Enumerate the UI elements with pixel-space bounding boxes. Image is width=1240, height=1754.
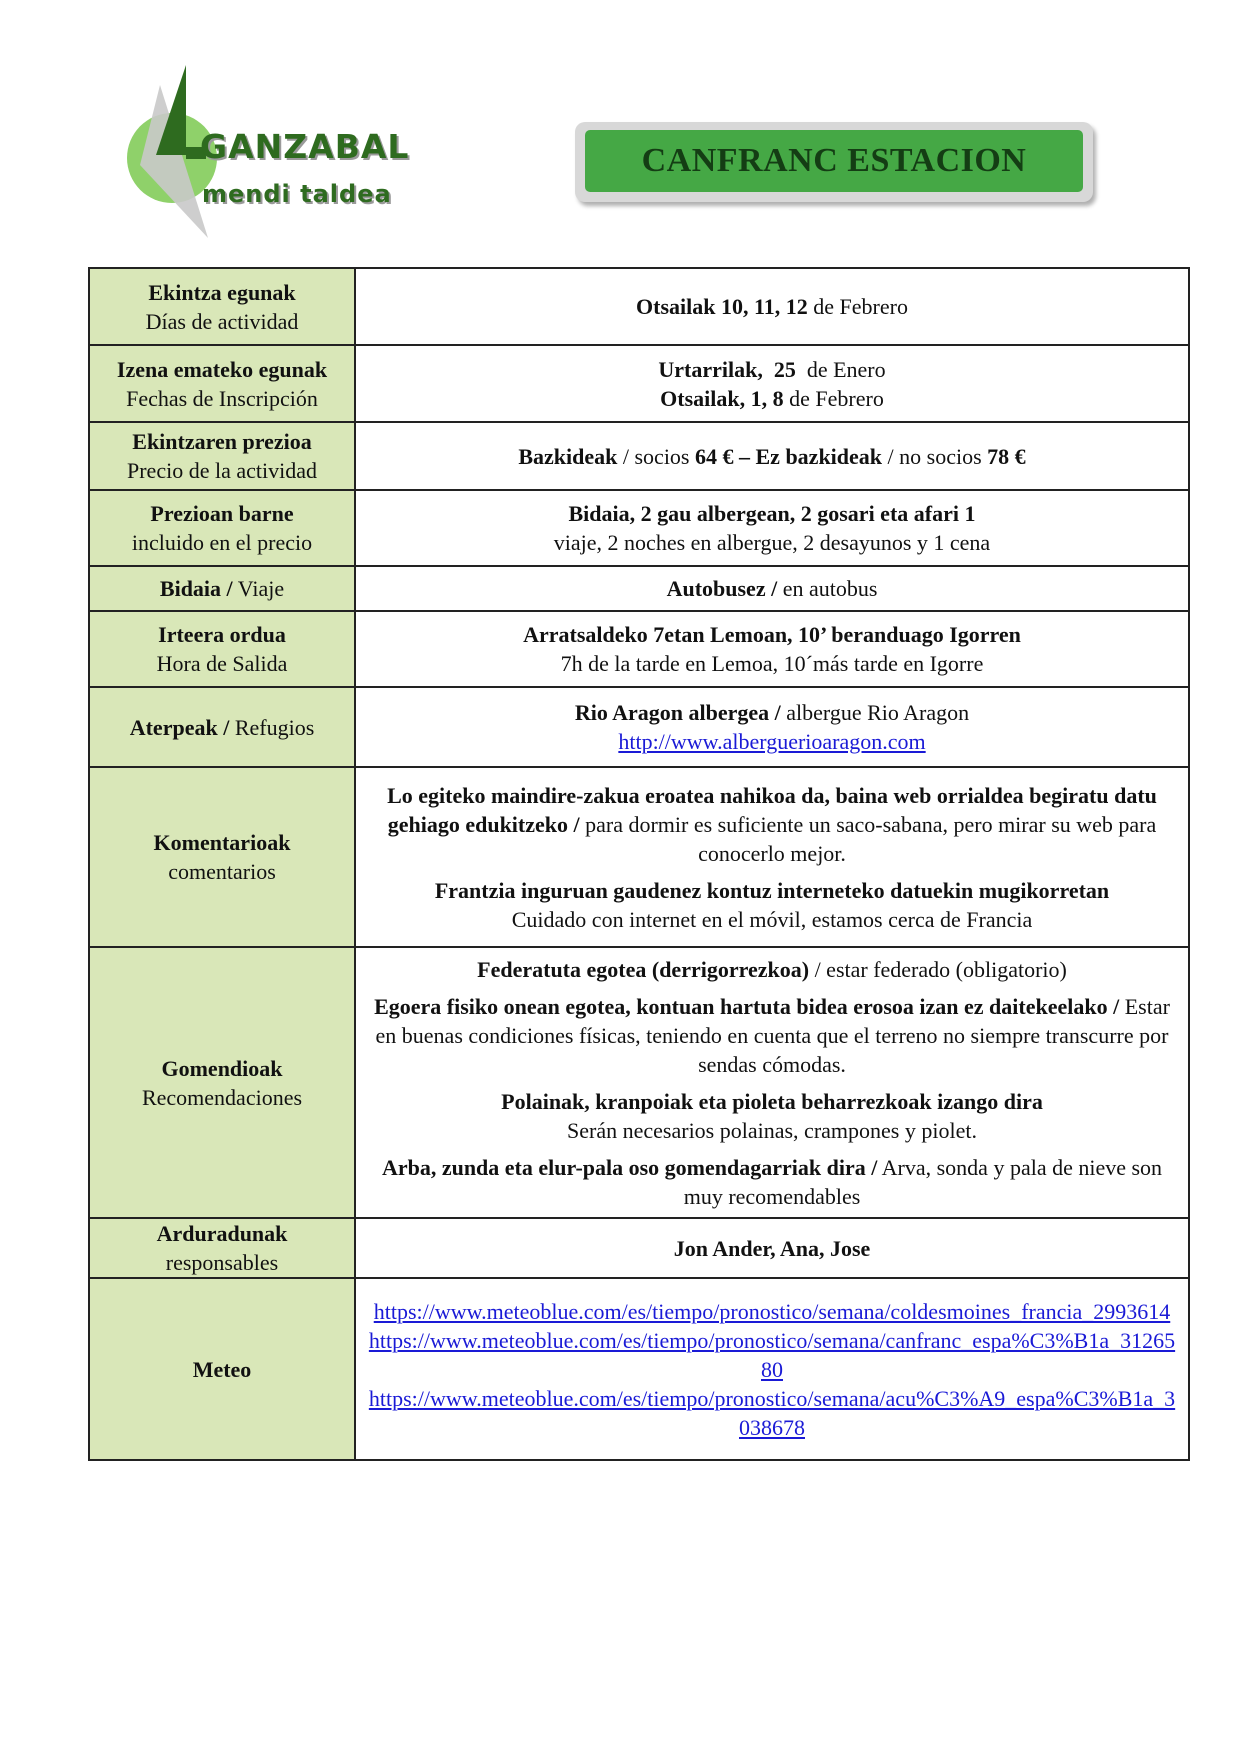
label-salida-es: Hora de Salida bbox=[156, 651, 288, 676]
value-precio bbox=[355, 422, 1189, 490]
value-incluido-es: viaje, 2 noches en albergue, 2 desayunos y 1 cena bbox=[553, 530, 991, 555]
label-dias-es: Días de actividad bbox=[145, 308, 299, 334]
label-responsables-eu: Arduradunak bbox=[156, 1221, 288, 1246]
value-inscripcion-line1-bold: Urtarrilak, 25 bbox=[658, 356, 796, 382]
comentario-saco-es: para dormir es suficiente un saco-sabana, pero mirar su web para conocerlo mejor. bbox=[579, 811, 1157, 866]
label-incluido-eu: Prezioan barne bbox=[150, 501, 294, 526]
row-comentarios bbox=[89, 767, 1189, 947]
recomendacion-material-eu: Polainak, kranpoiak eta pioleta beharrezkoak izango dira bbox=[501, 1088, 1043, 1114]
row-inscripcion bbox=[89, 345, 1189, 422]
row-salida bbox=[89, 611, 1189, 687]
value-precio-nosocios-price: 78 € bbox=[987, 443, 1026, 469]
recomendacion-federado-es: / estar federado (obligatorio) bbox=[809, 956, 1067, 982]
value-responsables: Jon Ander, Ana, Jose bbox=[355, 1218, 1189, 1278]
label-incluido bbox=[89, 490, 355, 566]
value-incluido-eu: Bidaia, 2 gau albergean, 2 gosari eta afari 1 bbox=[568, 501, 976, 526]
value-inscripcion-line2-rest: de Febrero bbox=[783, 385, 884, 411]
label-precio-eu: Ekintzaren prezioa bbox=[132, 429, 312, 454]
row-recomendaciones bbox=[89, 947, 1189, 1218]
albergue-website-link[interactable]: http://www.alberguerioaragon.com bbox=[618, 729, 926, 754]
recomendacion-arva-es: Arva, sonda y pala de nieve son muy recomendables bbox=[683, 1154, 1163, 1209]
value-refugios-eu: Rio Aragon albergea / bbox=[574, 700, 781, 725]
comentario-internet-es: Cuidado con internet en el móvil, estamos cerca de Francia bbox=[511, 906, 1033, 932]
recomendacion-material bbox=[366, 1087, 1178, 1145]
page-title: CANFRANC ESTACION bbox=[641, 142, 1027, 179]
logo bbox=[100, 55, 410, 245]
label-comentarios bbox=[89, 767, 355, 947]
row-dias bbox=[89, 268, 1189, 345]
title-banner bbox=[575, 122, 1093, 202]
label-meteo: Meteo bbox=[89, 1278, 355, 1460]
recomendacion-arva-eu: Arba, zunda eta elur-pala oso gomendagarriak dira / bbox=[381, 1154, 878, 1180]
recomendacion-fisica bbox=[366, 992, 1178, 1079]
label-dias-eu: Ekintza egunak bbox=[148, 279, 296, 305]
label-recomendaciones-eu: Gomendioak bbox=[161, 1055, 283, 1081]
value-inscripcion-line2-bold: Otsailak, 1, 8 bbox=[660, 385, 784, 411]
label-viaje bbox=[89, 566, 355, 611]
value-inscripcion bbox=[355, 345, 1189, 422]
value-dias-bold: Otsailak 10, 11, 12 bbox=[636, 294, 808, 319]
value-viaje bbox=[355, 566, 1189, 611]
logo-title: GANZABAL bbox=[200, 127, 410, 166]
title-banner-inner bbox=[585, 130, 1083, 192]
value-precio-nosocios-es: / no socios bbox=[882, 443, 988, 469]
row-viaje bbox=[89, 566, 1189, 611]
value-salida-eu: Arratsaldeko 7etan Lemoan, 10’ beranduago Igorren bbox=[523, 622, 1021, 647]
label-refugios-eu: Aterpeak / bbox=[129, 714, 230, 740]
label-recomendaciones bbox=[89, 947, 355, 1218]
value-precio-socios-es: / socios bbox=[617, 443, 695, 469]
label-refugios-es: Refugios bbox=[229, 714, 315, 740]
logo-subtitle: mendi taldea bbox=[202, 180, 392, 208]
value-comentarios bbox=[355, 767, 1189, 947]
value-meteo bbox=[355, 1278, 1189, 1460]
label-recomendaciones-es: Recomendaciones bbox=[141, 1084, 303, 1110]
value-viaje-eu: Autobusez / bbox=[666, 576, 778, 601]
value-refugios-es: albergue Rio Aragon bbox=[780, 700, 970, 725]
label-salida-eu: Irteera ordua bbox=[158, 622, 286, 647]
value-refugios-line1 bbox=[366, 698, 1178, 727]
label-comentarios-es: comentarios bbox=[168, 859, 276, 884]
row-refugios bbox=[89, 687, 1189, 767]
value-salida bbox=[355, 611, 1189, 687]
meteo-link-acue[interactable]: https://www.meteoblue.com/es/tiempo/pronostico/semana/acu%C3%A9_espa%C3%B1a_3038678 bbox=[368, 1385, 1176, 1440]
row-responsables bbox=[89, 1218, 1189, 1278]
label-inscripcion-eu: Izena emateko egunak bbox=[116, 356, 328, 382]
label-inscripcion-es: Fechas de Inscripción bbox=[126, 385, 318, 411]
value-dias-rest: de Febrero bbox=[807, 294, 908, 319]
activity-info-table bbox=[88, 267, 1190, 1461]
comentario-saco bbox=[366, 781, 1178, 868]
label-responsables bbox=[89, 1218, 355, 1278]
recomendacion-federado bbox=[366, 955, 1178, 984]
recomendacion-fisica-es: Estar en buenas condiciones físicas, teniendo en cuenta que el terreno no siempre transcurre por sendas cómodas. bbox=[375, 993, 1170, 1077]
recomendacion-arva bbox=[366, 1153, 1178, 1211]
value-dias bbox=[355, 268, 1189, 345]
label-viaje-eu: Bidaia / bbox=[159, 576, 233, 601]
value-viaje-es: en autobus bbox=[777, 576, 878, 601]
meteo-link-canfranc[interactable]: https://www.meteoblue.com/es/tiempo/pronostico/semana/canfranc_espa%C3%B1a_3126580 bbox=[368, 1327, 1176, 1382]
value-inscripcion-line1 bbox=[366, 355, 1178, 384]
value-salida-es: 7h de la tarde en Lemoa, 10´más tarde en Igorre bbox=[560, 651, 984, 676]
value-inscripcion-line2 bbox=[366, 384, 1178, 413]
value-precio-socios-eu: Bazkideak bbox=[518, 443, 618, 469]
row-precio bbox=[89, 422, 1189, 490]
label-viaje-es: Viaje bbox=[232, 576, 285, 601]
label-refugios bbox=[89, 687, 355, 767]
comentario-internet-eu: Frantzia inguruan gaudenez kontuz interneteko datuekin mugikorretan bbox=[434, 877, 1110, 903]
meteo-link-coldesmoines[interactable]: https://www.meteoblue.com/es/tiempo/pronostico/semana/coldesmoines_francia_2993614 bbox=[373, 1298, 1171, 1324]
label-inscripcion bbox=[89, 345, 355, 422]
label-dias bbox=[89, 268, 355, 345]
row-meteo bbox=[89, 1278, 1189, 1460]
value-incluido bbox=[355, 490, 1189, 566]
recomendacion-federado-eu: Federatuta egotea (derrigorrezkoa) bbox=[477, 956, 810, 982]
label-incluido-es: incluido en el precio bbox=[131, 530, 313, 555]
value-refugios bbox=[355, 687, 1189, 767]
comentario-saco-eu: Lo egiteko maindire-zakua eroatea nahikoa da, baina web orrialdea begiratu datu gehiago edukitzeko / bbox=[387, 782, 1157, 837]
label-responsables-es: responsables bbox=[165, 1250, 279, 1275]
row-incluido bbox=[89, 490, 1189, 566]
recomendacion-material-es: Serán necesarios polainas, crampones y piolet. bbox=[567, 1117, 977, 1143]
value-recomendaciones bbox=[355, 947, 1189, 1218]
recomendacion-fisica-eu: Egoera fisiko onean egotea, kontuan hartuta bidea erosoa izan ez daitekeelako / bbox=[374, 993, 1120, 1019]
value-inscripcion-line1-rest: de Enero bbox=[795, 356, 886, 382]
value-precio-socios-price: 64 € – Ez bazkideak bbox=[695, 443, 883, 469]
label-precio-es: Precio de la actividad bbox=[127, 458, 317, 483]
label-precio bbox=[89, 422, 355, 490]
label-comentarios-eu: Komentarioak bbox=[153, 830, 291, 855]
comentario-internet bbox=[366, 876, 1178, 934]
label-salida bbox=[89, 611, 355, 687]
